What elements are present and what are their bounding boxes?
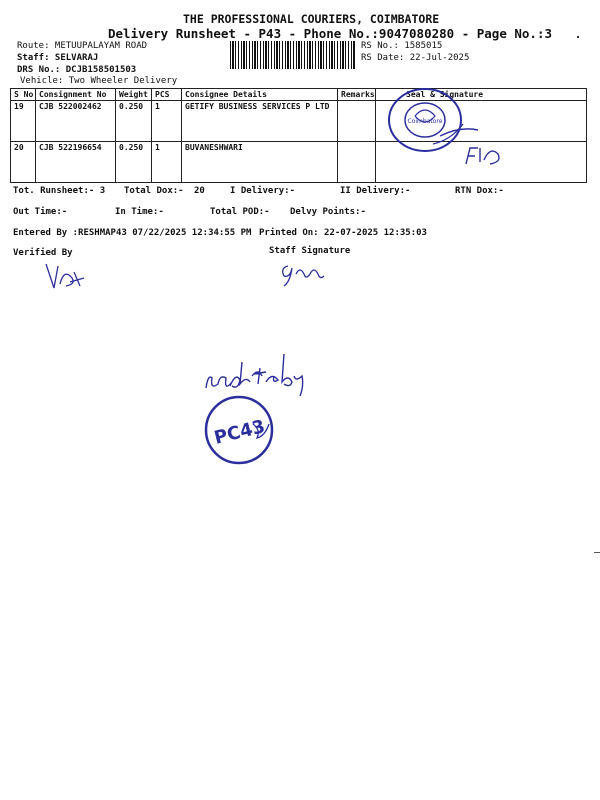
pc43-text: PC43 xyxy=(212,416,268,449)
cell-sno: 19 xyxy=(11,101,36,142)
entered-by: Entered By :RESHMAP43 07/22/2025 12:34:55 PM xyxy=(13,228,252,238)
cell-consignment: CJB 522002462 xyxy=(36,101,116,142)
cell-pcs: 1 xyxy=(152,101,182,142)
total-dox-value: 20 xyxy=(194,186,205,196)
rs-date: RS Date: 22-Jul-2025 xyxy=(361,53,470,63)
in-time: In Time:- xyxy=(115,207,164,217)
cell-consignee: GETIFY BUSINESS SERVICES P LTD xyxy=(182,101,338,142)
verified-by-label: Verified By xyxy=(13,248,73,258)
cell-pcs: 1 xyxy=(152,142,182,183)
i-delivery: I Delivery:- xyxy=(230,186,296,196)
cell-remarks xyxy=(338,101,376,142)
col-signature: Seal & Signature xyxy=(376,89,587,101)
total-pod: Total POD:- xyxy=(210,207,270,217)
cell-weight: 0.250 xyxy=(116,142,152,183)
handwritten-update-note xyxy=(200,348,312,400)
company-title: THE PROFESSIONAL COURIERS, COIMBATORE xyxy=(183,12,440,26)
handwritten-initials xyxy=(462,142,508,168)
cell-weight: 0.250 xyxy=(116,101,152,142)
cell-consignment: CJB 522196654 xyxy=(36,142,116,183)
col-sno: S No xyxy=(11,89,36,101)
col-consignment: Consignment No xyxy=(36,89,116,101)
runsheet-table xyxy=(10,88,587,183)
total-dox-label: Total Dox:- xyxy=(124,186,184,196)
cell-consignee: BUVANESHWARI xyxy=(182,142,338,183)
route-text: Route: METUUPALAYAM ROAD xyxy=(17,41,148,51)
verified-signature xyxy=(40,258,86,292)
table-header-row xyxy=(11,89,587,101)
vehicle-text: Vehicle: Two Wheeler Delivery xyxy=(20,76,178,86)
cell-remarks xyxy=(338,142,376,183)
table-row xyxy=(11,101,587,142)
seal-center-text: Coimbatore xyxy=(407,118,443,125)
col-consignee: Consignee Details xyxy=(182,89,338,101)
staff-signature-label: Staff Signature xyxy=(269,246,351,256)
pc43-stamp xyxy=(203,394,283,466)
col-weight: Weight xyxy=(116,89,152,101)
printed-on: Printed On: 22-07-2025 12:35:03 xyxy=(259,228,427,238)
rs-number: RS No.: 1585015 xyxy=(361,41,443,51)
scan-mark xyxy=(594,552,600,553)
col-pcs: PCS xyxy=(152,89,182,101)
staff-text: Staff: SELVARAJ xyxy=(17,53,99,63)
staff-signature xyxy=(278,256,336,288)
ii-delivery: II Delivery:- xyxy=(340,186,411,196)
drs-number: DRS No.: DCJB158501503 xyxy=(17,65,137,75)
delvy-points: Delvy Points:- xyxy=(290,207,366,217)
scan-mark xyxy=(577,36,579,38)
rtn-dox: RTN Dox:- xyxy=(455,186,504,196)
col-remarks: Remarks xyxy=(338,89,376,101)
cell-sno: 20 xyxy=(11,142,36,183)
out-time: Out Time:- xyxy=(13,207,68,217)
tot-runsheet: Tot. Runsheet:- 3 xyxy=(13,186,106,196)
barcode xyxy=(230,41,355,69)
runsheet-title: Delivery Runsheet - P43 - Phone No.:9047080280 - Page No.:3 xyxy=(108,26,553,41)
